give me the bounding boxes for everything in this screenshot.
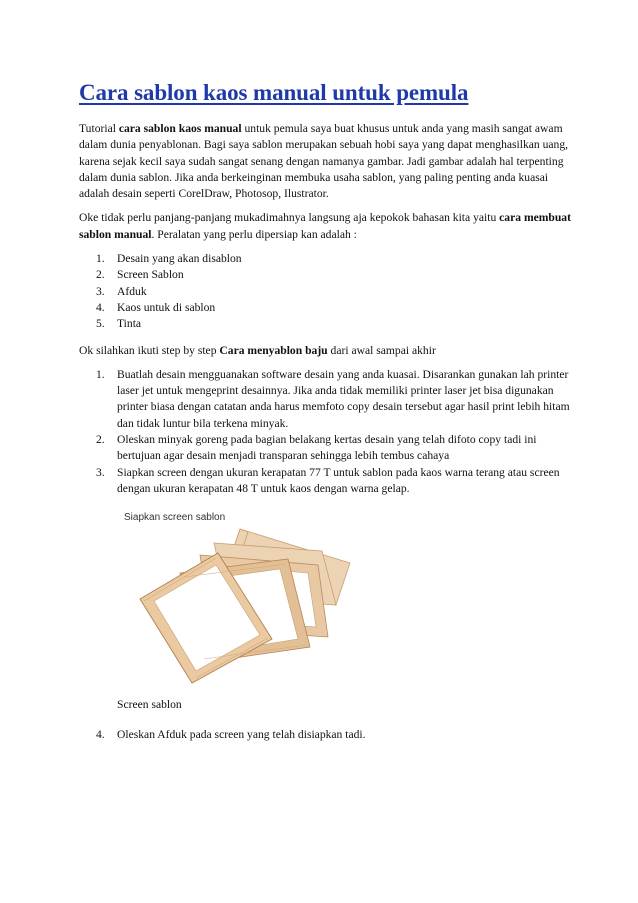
para3-text-1: Ok silahkan ikuti step by step [79,343,220,357]
list-number: 1. [96,252,105,266]
list-item [79,465,571,498]
document-page [79,80,571,754]
list-number: 5. [96,317,105,331]
tools-intro-paragraph [79,210,571,243]
para2-text-2: . Peralatan yang perlu dipersiap kan adalah : [151,227,357,241]
list-item [79,727,571,743]
screen-sablon-image [122,507,360,685]
list-item-text: Tinta [117,317,142,331]
para3-bold-keyword: Cara menyablon baju [219,343,328,357]
list-number: 4. [96,300,105,314]
steps-list [79,367,571,497]
para3-text-2: dari awal sampai akhir [327,343,436,357]
image-label: Siapkan screen sablon [124,512,226,524]
list-number: 2. [96,268,105,282]
steps-list-continued [79,727,571,743]
list-item-text: Screen Sablon [117,268,184,282]
page-title[interactable]: Cara sablon kaos manual untuk pemula [79,80,469,105]
figure-caption: Screen sablon [117,698,182,712]
list-item-text: Oleskan minyak goreng pada bagian belakang kertas desain yang telah difoto copy tadi ini bertujuan agar desain menjadi transparan sehingga lebih tembus cahaya [117,433,537,463]
list-item-text: Oleskan Afduk pada screen yang telah disiapkan tadi. [117,728,366,742]
list-item [79,432,571,465]
intro-paragraph [79,121,571,202]
list-item [79,251,571,267]
tools-list [79,251,571,332]
list-item [79,267,571,283]
list-item-text: Afduk [117,284,147,298]
list-number: 3. [96,465,105,479]
list-item-text: Siapkan screen dengan ukuran kerapatan 77 T untuk sablon pada kaos warna terang atau screen dengan ukuran kerapatan 48 T untuk kaos dengan warna gelap. [117,465,560,495]
intro-text-1: Tutorial [79,122,119,135]
list-number: 2. [96,433,105,447]
list-item [79,367,571,432]
intro-bold-keyword: cara sablon kaos manual [118,122,242,135]
intro-text-2: untuk pemula saya buat khusus untuk anda yang masih sangat awam dalam dunia penyablonan. Bagi saya sablon merupakan sebuah hobi saya yang dapat menghasilkan uang, karena sejak kecil saya sudah sangat senang dengan namanya gambar. Jadi gambar adalah hal terpenting dalam dunia sablon. Jika anda berkeinginan membuka usaha sablon, yang paling penting anda kuasai adalah desain seperti CorelDraw, Photosop, Ilustrator. [79,122,569,201]
list-item [79,300,571,316]
steps-intro-paragraph [79,343,571,359]
list-number: 3. [96,284,105,298]
list-item [79,284,571,300]
para2-text-1: Oke tidak perlu panjang-panjang mukadimahnya langsung aja kepokok bahasan kita yaitu [79,211,500,225]
list-number: 1. [96,367,105,381]
list-item-text: Buatlah desain mengguanakan software desain yang anda kuasai. Disarankan gunakan lah printer laser jet untuk mengeprint desainnya. Jika anda tidak memiliki printer laser jet bisa digunakan printer biasa dengan catatan anda harus memfoto copy desain tersebut agar hasil print lebih hitam dan tidak luntur bila terkena minyak. [117,367,570,430]
list-item-text: Desain yang akan disablon [117,252,242,266]
list-number: 4. [96,728,105,742]
para2-bold-keyword: cara membuat sablon manual [79,211,571,241]
wooden-frames-illustration [122,507,360,685]
list-item [79,316,571,332]
list-item-text: Kaos untuk di sablon [117,300,216,314]
